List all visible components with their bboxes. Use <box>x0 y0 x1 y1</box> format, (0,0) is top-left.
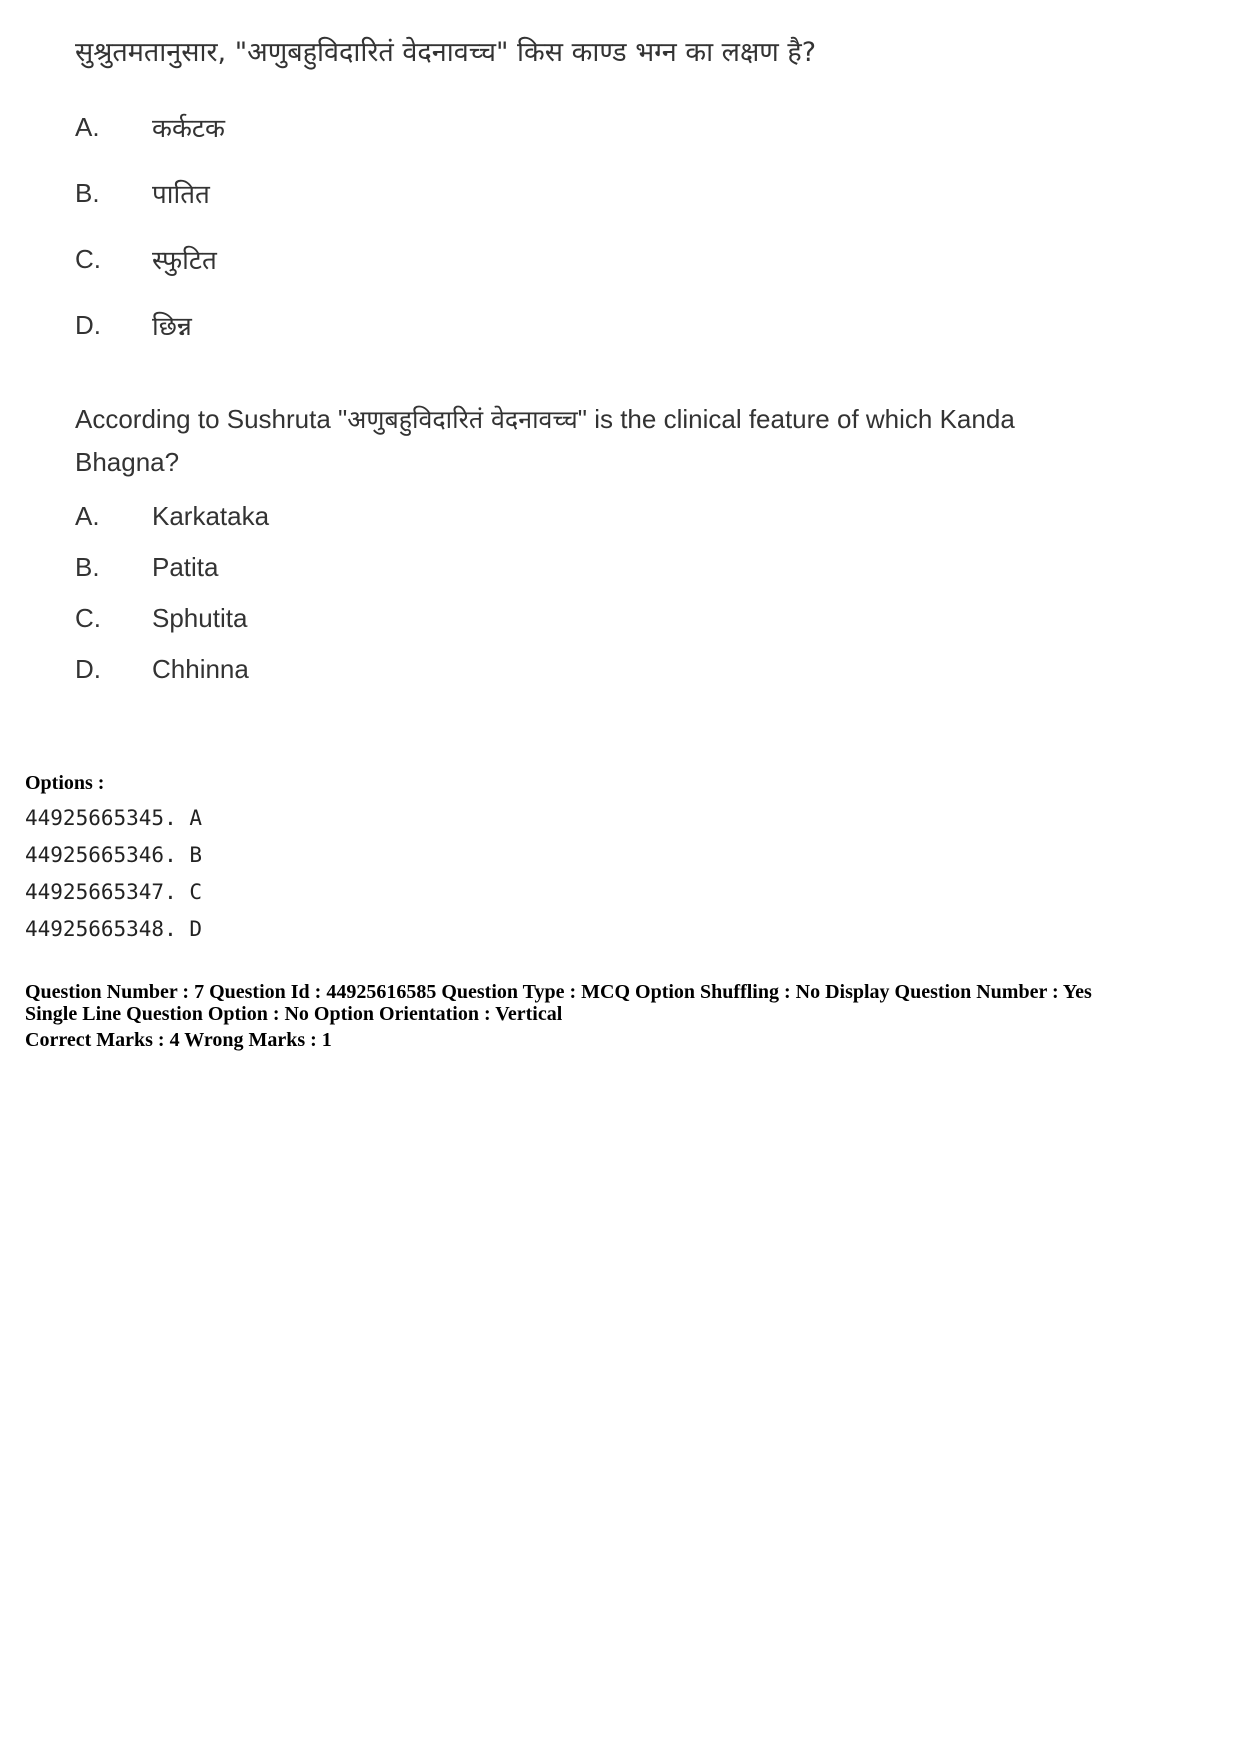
option-letter: D. <box>75 309 101 340</box>
english-option-a <box>75 491 1135 542</box>
hindi-option-a <box>75 94 1135 160</box>
option-text: Patita <box>152 552 219 582</box>
question-image <box>75 30 1135 695</box>
option-text: Chhinna <box>152 654 249 684</box>
option-text: स्फुटित <box>152 246 217 276</box>
option-letter: A. <box>75 111 100 142</box>
option-id-line: 44925665345. A <box>25 806 203 830</box>
option-text: Karkataka <box>152 501 270 531</box>
question-text-sanskrit-quote: अणुबहुविदारितं वेदनावच्च <box>347 405 578 434</box>
english-option-b <box>75 542 1135 593</box>
english-option-c <box>75 593 1135 644</box>
option-letter: C. <box>75 603 101 633</box>
option-letter: D. <box>75 654 101 684</box>
options-label: Options : <box>25 772 105 794</box>
option-letter: A. <box>75 501 100 531</box>
question-text-part: " is the clinical feature of which Kanda Bhagna? <box>75 404 1015 477</box>
hindi-option-d <box>75 292 1135 358</box>
option-text: छिन्न <box>152 312 192 342</box>
hindi-option-c <box>75 226 1135 292</box>
hindi-option-b <box>75 160 1135 226</box>
option-text: कर्कटक <box>152 114 226 144</box>
question-text-hindi: सुश्रुतमतानुसार, "अणुबहुविदारितं वेदनावच्च" किस काण्ड भग्न का लक्षण है? <box>75 37 817 68</box>
option-id-line: 44925665347. C <box>25 880 203 904</box>
option-letter: B. <box>75 552 100 582</box>
option-letter: B. <box>75 177 100 208</box>
question-info-line1: Question Number : 7 Question Id : 44925616585 Question Type : MCQ Option Shuffling : No Display Question Number : Yes <box>25 981 1092 1003</box>
question-text-part: According to Sushruta " <box>75 404 348 434</box>
question-info <box>25 981 1225 1025</box>
option-text: पातित <box>152 180 210 210</box>
question-text-english <box>75 398 1115 483</box>
option-id-line: 44925665348. D <box>25 917 203 941</box>
question-info-line2: Single Line Question Option : No Option Orientation : Vertical <box>25 1003 563 1025</box>
option-text: Sphutita <box>152 603 248 633</box>
option-letter: C. <box>75 243 101 274</box>
options-list <box>25 800 1225 948</box>
marks-info: Correct Marks : 4 Wrong Marks : 1 <box>25 1029 332 1051</box>
english-option-d <box>75 644 1135 695</box>
option-id-line: 44925665346. B <box>25 843 203 867</box>
